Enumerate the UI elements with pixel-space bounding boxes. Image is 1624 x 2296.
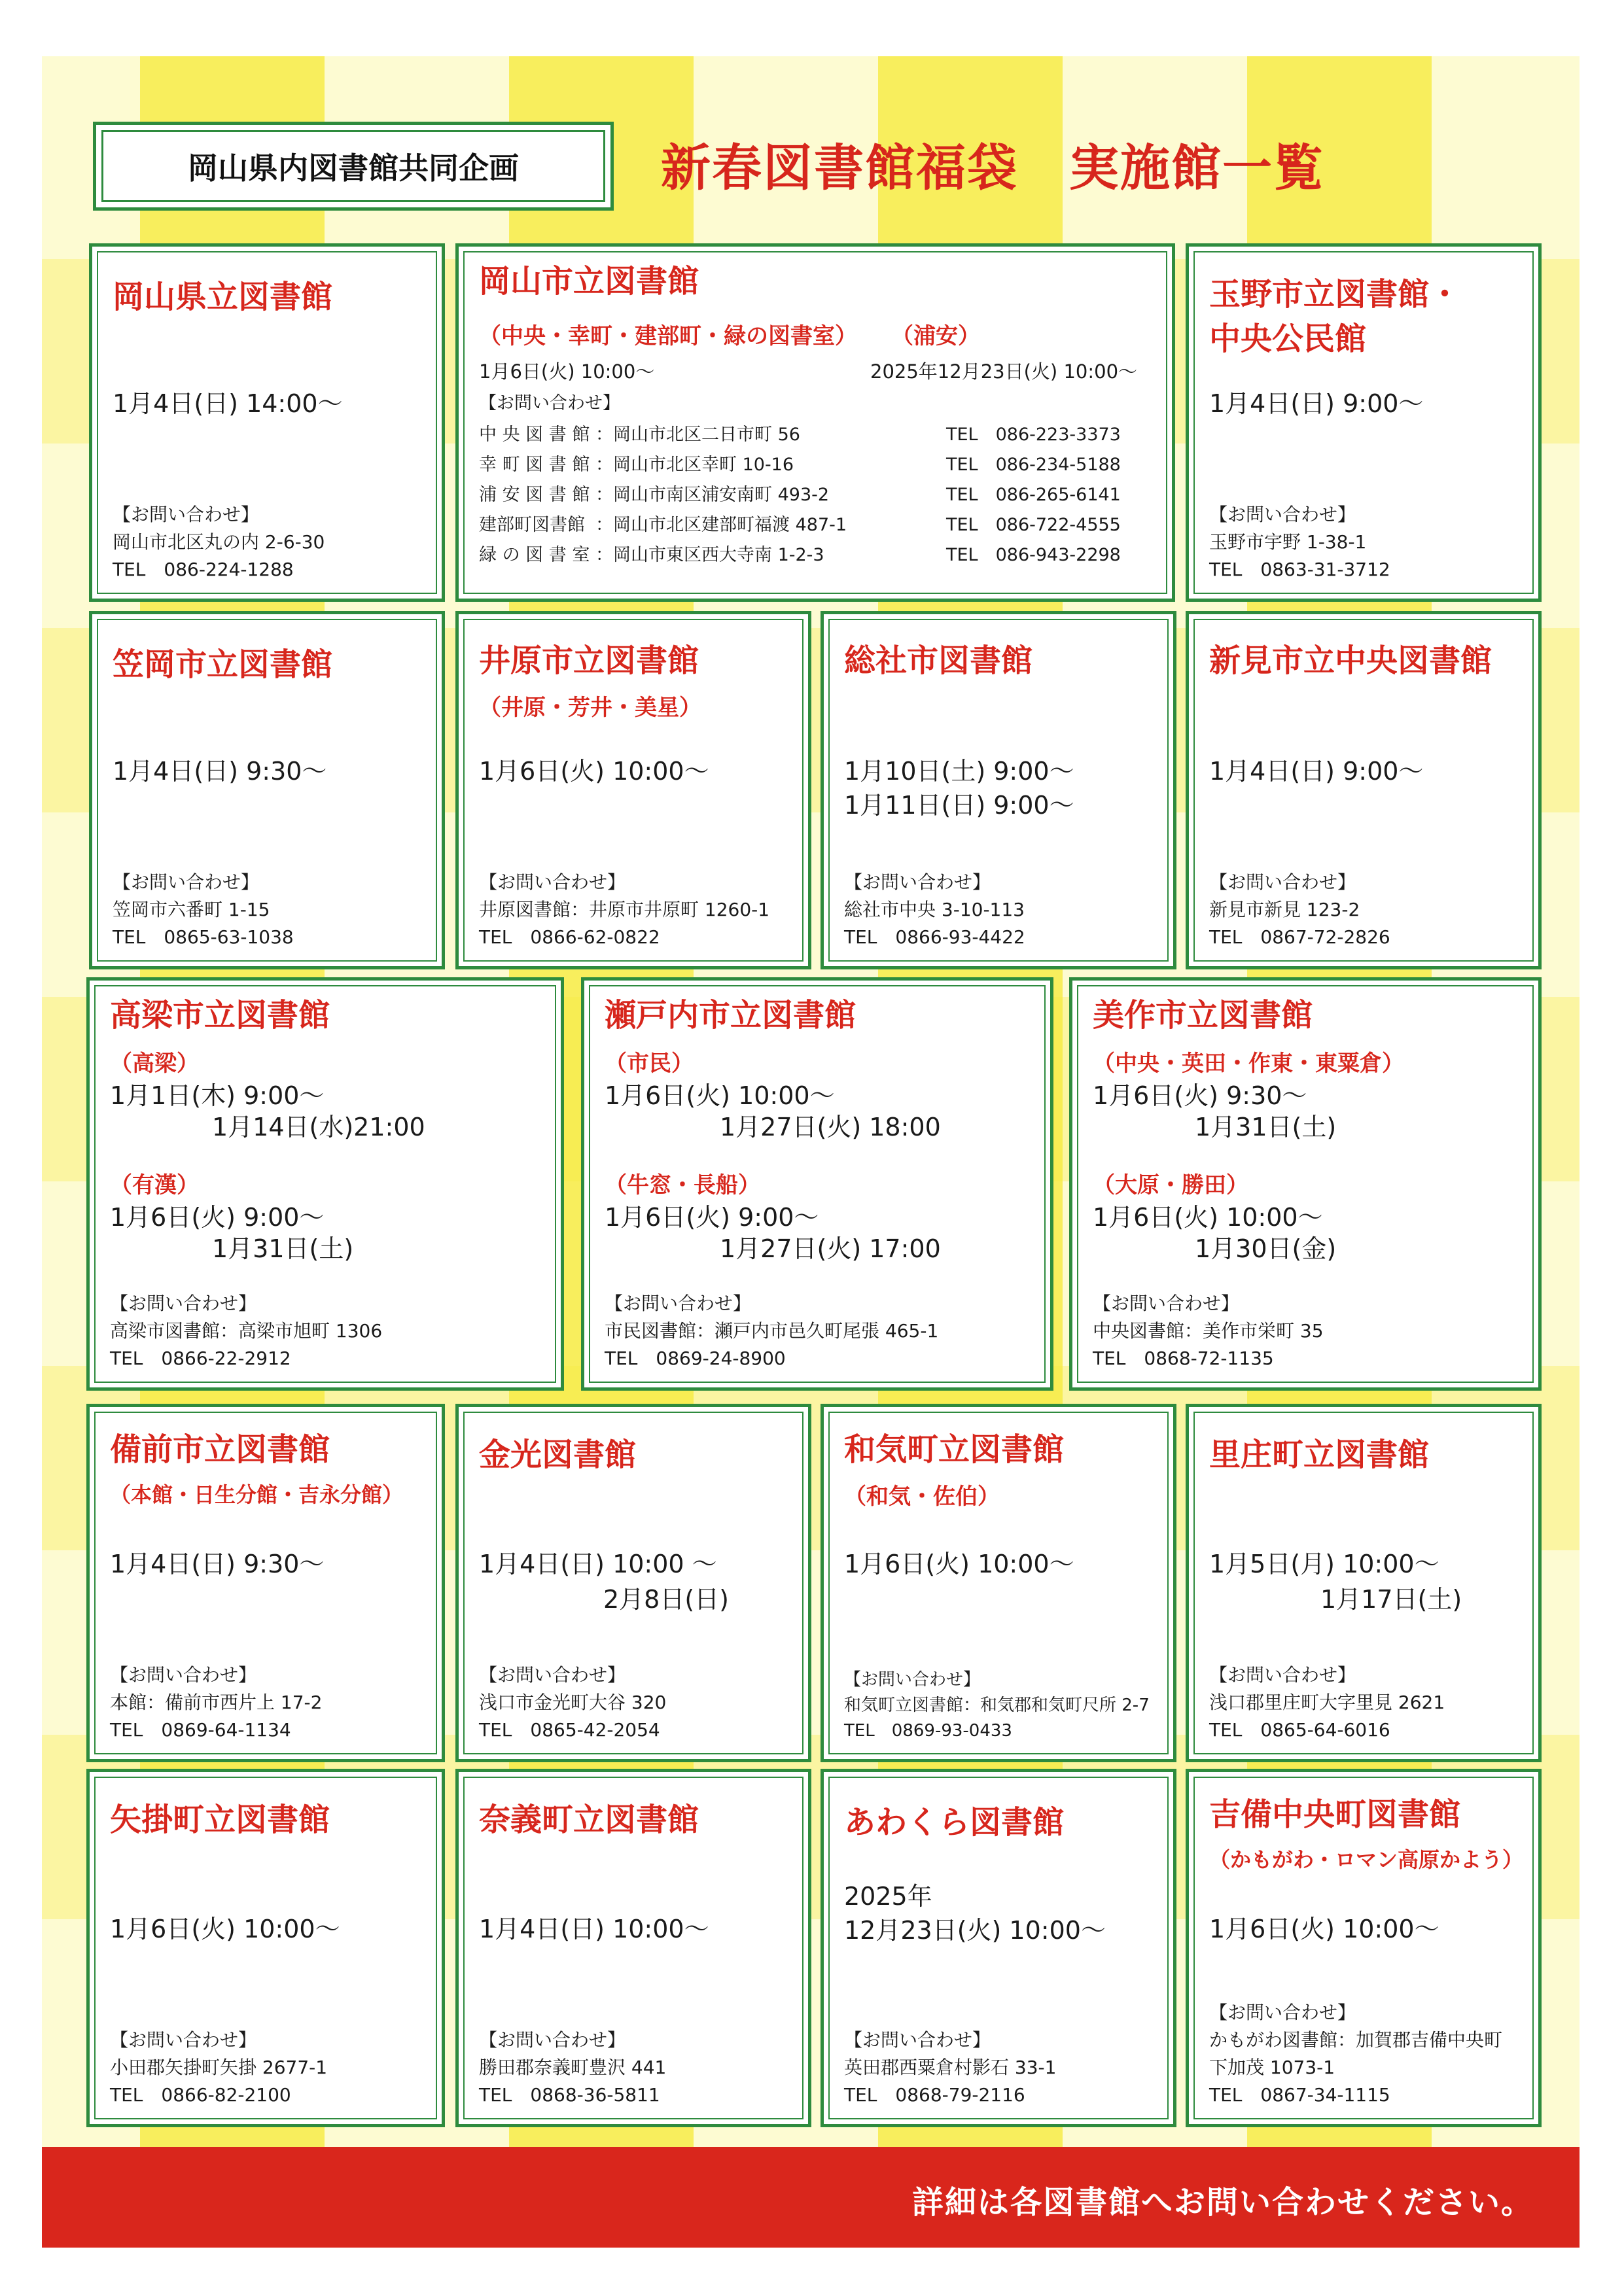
library-card-setouchi [581, 977, 1053, 1391]
contact-info [479, 869, 769, 951]
library-name: 玉野市立図書館・ [1209, 276, 1461, 313]
branch-list: （かもがわ・ロマン高原かよう） [1209, 1847, 1524, 1872]
library-card-tamano [1186, 243, 1542, 602]
contact-info [1209, 869, 1390, 951]
branch-row-address: ：岡山市北区幸町 10-16 [595, 455, 794, 475]
page-title: 新春図書館福袋 実施館一覧 [661, 139, 1324, 197]
contact-tel: TEL 0865-64-6016 [1209, 1719, 1390, 1741]
event-date-urayasu: 2025年12月23日(火) 10:00～ [870, 360, 1138, 383]
branch-row-tel: TEL 086-223-3373 [946, 425, 1121, 445]
library-card-okayama-pref [89, 243, 445, 602]
org-label: 岡山県内図書館共同企画 [101, 130, 605, 202]
contact-info [479, 1661, 666, 1744]
library-name: 金光図書館 [479, 1436, 637, 1473]
library-name: 岡山県立図書館 [113, 279, 333, 315]
event-date: 1月6日(火) 10:00～ [605, 1081, 835, 1110]
library-card-wake [821, 1404, 1176, 1762]
contact-address: 和気町立図書館：和気郡和気町尺所 2-7 [844, 1696, 1150, 1715]
library-name: 岡山市立図書館 [479, 263, 699, 300]
library-name: 和気町立図書館 [844, 1431, 1065, 1468]
contact-label: 【お問い合わせ】 [113, 871, 260, 893]
contact-tel: TEL 0868-72-1135 [1093, 1348, 1274, 1369]
contact-address: 高梁市図書館：高梁市旭町 1306 [110, 1320, 383, 1342]
library-card-mimasaka [1069, 977, 1542, 1391]
event-date: 1月6日(火) 9:30～ [1093, 1081, 1307, 1110]
event-date: 12月23日(火) 10:00～ [844, 1916, 1106, 1945]
contact-label: 【お問い合わせ】 [479, 2029, 626, 2051]
branch-group-2: （牛窓・長船） [605, 1172, 760, 1198]
branch-group: （市民） [605, 1051, 694, 1077]
library-card-yakage [86, 1769, 445, 2127]
contact-address: 小田郡矢掛町矢掛 2677-1 [110, 2057, 328, 2078]
library-name: 吉備中央町図書館 [1209, 1796, 1461, 1833]
contact-info [110, 2026, 327, 2109]
contact-address: 市民図書館：瀬戸内市邑久町尾張 465-1 [605, 1320, 939, 1342]
branch-list: （中央・幸町・建部町・緑の図書室） [479, 323, 857, 349]
contact-tel: TEL 0866-62-0822 [479, 926, 660, 948]
contact-info [110, 1290, 382, 1372]
contact-tel: TEL 0868-36-5811 [479, 2084, 660, 2106]
contact-tel: TEL 0863-31-3712 [1209, 559, 1390, 580]
library-name: 笠岡市立図書館 [113, 646, 333, 683]
contact-label: 【お問い合わせ】 [1209, 1664, 1356, 1686]
contact-address-2: 下加茂 1073-1 [1209, 2057, 1335, 2078]
branch-group-2: （有漢） [110, 1172, 199, 1198]
contact-tel: TEL 0865-63-1038 [113, 926, 294, 948]
event-end-date: 1月17日(土) [1320, 1585, 1462, 1614]
contact-tel: TEL 0867-72-2826 [1209, 926, 1390, 948]
branch-row-address: ：岡山市北区二日市町 56 [595, 425, 800, 445]
contact-info [113, 869, 294, 951]
branch-row-address: ：岡山市東区西大寺南 1-2-3 [595, 545, 824, 565]
contact-info [844, 869, 1025, 951]
contact-tel: TEL 0866-82-2100 [110, 2084, 291, 2106]
contact-label: 【お問い合わせ】 [844, 2029, 991, 2051]
library-name: 新見市立中央図書館 [1209, 642, 1492, 679]
contact-tel: TEL 0869-64-1134 [110, 1719, 291, 1741]
contact-tel: TEL 0869-93-0433 [844, 1721, 1012, 1741]
library-name-line2: 中央公民館 [1209, 321, 1367, 357]
contact-info [1209, 1999, 1502, 2109]
event-end-date-2: 1月27日(火) 17:00 [720, 1234, 941, 1263]
event-date-2: 1月6日(火) 9:00～ [605, 1203, 819, 1232]
library-card-takahashi [86, 977, 564, 1391]
event-date: 1月6日(火) 10:00～ [110, 1915, 340, 1943]
event-date-2: 1月6日(火) 10:00～ [1093, 1203, 1323, 1232]
branch-row-label: 幸 町 図 書 館 [479, 455, 590, 475]
contact-info [605, 1290, 938, 1372]
contact-label: 【お問い合わせ】 [844, 1670, 981, 1690]
contact-address: 笠岡市六番町 1-15 [113, 899, 270, 920]
contact-tel: TEL 086-224-1288 [113, 559, 294, 580]
contact-address: 浅口市金光町大谷 320 [479, 1692, 667, 1713]
contact-label: 【お問い合わせ】 [110, 1293, 257, 1314]
library-name: 奈義町立図書館 [479, 1801, 699, 1838]
event-date: 1月4日(日) 10:00 ～ [479, 1550, 717, 1578]
library-card-satosho [1186, 1404, 1542, 1762]
event-date: 1月1日(木) 9:00～ [110, 1081, 325, 1110]
library-name: 里庄町立図書館 [1209, 1436, 1430, 1473]
event-date: 1月6日(火) 10:00～ [844, 1550, 1074, 1578]
contact-address: 新見市新見 123-2 [1209, 899, 1360, 920]
event-end-date-2: 1月30日(金) [1195, 1234, 1337, 1263]
library-name: 井原市立図書館 [479, 642, 699, 679]
branch-row-address: ：岡山市南区浦安南町 493-2 [595, 485, 830, 505]
library-card-ibara [455, 611, 811, 969]
branch-row-tel: TEL 086-722-4555 [946, 515, 1121, 535]
library-card-niimi [1186, 611, 1542, 969]
contact-label: 【お問い合わせ】 [110, 2029, 257, 2051]
branch-row-tel: TEL 086-234-5188 [946, 455, 1121, 475]
contact-tel: TEL 0868-79-2116 [844, 2084, 1025, 2106]
branch-row-tel: TEL 086-265-6141 [946, 485, 1121, 505]
branch-row-tel: TEL 086-943-2298 [946, 545, 1121, 565]
library-card-awakura [821, 1769, 1176, 2127]
contact-address: 本館：備前市西片上 17-2 [110, 1692, 323, 1713]
branch-list: （和気・佐伯） [844, 1484, 1000, 1510]
event-end-date: 1月31日(土) [1195, 1113, 1337, 1141]
contact-address: 総社市中央 3-10-113 [844, 899, 1025, 920]
event-end-date: 2月8日(日) [603, 1585, 730, 1614]
contact-address: かもがわ図書館：加賀郡吉備中央町 [1209, 2029, 1503, 2051]
library-name: 美作市立図書館 [1093, 997, 1313, 1034]
event-date: 1月6日(火) 10:00～ [1209, 1915, 1439, 1943]
library-name: 高梁市立図書館 [110, 997, 330, 1034]
contact-address: 浅口郡里庄町大字里見 2621 [1209, 1692, 1445, 1713]
event-date: 1月4日(日) 14:00～ [113, 389, 343, 418]
contact-info [110, 1661, 322, 1744]
branch-list: （井原・芳井・美星） [479, 695, 701, 721]
library-card-okayama-city [455, 243, 1175, 602]
event-date: 1月5日(月) 10:00～ [1209, 1550, 1439, 1578]
event-year: 2025年 [844, 1882, 932, 1911]
contact-tel: TEL 0867-34-1115 [1209, 2084, 1390, 2106]
event-end-date-2: 1月31日(土) [212, 1234, 354, 1263]
contact-label: 【お問い合わせ】 [1209, 2002, 1356, 2023]
branch-row-label: 緑 の 図 書 室 [479, 545, 590, 565]
library-card-soja [821, 611, 1176, 969]
branch-list: （本館・日生分館・吉永分館） [110, 1482, 404, 1507]
library-name: あわくら図書館 [844, 1804, 1065, 1841]
library-card-kasaoka [89, 611, 445, 969]
event-date: 1月4日(日) 9:30～ [113, 757, 327, 786]
contact-address: 井原図書館：井原市井原町 1260-1 [479, 899, 770, 920]
event-date-2: 1月6日(火) 9:00～ [110, 1203, 325, 1232]
contact-address: 玉野市宇野 1-38-1 [1209, 531, 1367, 553]
contact-info [1093, 1290, 1324, 1372]
event-end-date: 1月27日(火) 18:00 [720, 1113, 941, 1141]
contact-address: 英田郡西粟倉村影石 33-1 [844, 2057, 1057, 2078]
contact-label: 【お問い合わせ】 [479, 1664, 626, 1686]
contact-info [844, 2026, 1056, 2109]
branch-row-address: ：岡山市北区建部町福渡 487-1 [595, 515, 847, 535]
branch-row-label: 浦 安 図 書 館 [479, 485, 590, 505]
contact-tel: TEL 0865-42-2054 [479, 1719, 660, 1741]
contact-label: 【お問い合わせ】 [113, 504, 260, 525]
contact-label: 【お問い合わせ】 [479, 871, 626, 893]
contact-label: 【お問い合わせ】 [110, 1664, 257, 1686]
event-date: 1月6日(火) 10:00～ [479, 757, 709, 786]
contact-info [1209, 1661, 1445, 1744]
contact-info [479, 2026, 666, 2109]
branch-group-2: （大原・勝田） [1093, 1172, 1248, 1198]
contact-tel: TEL 0866-22-2912 [110, 1348, 291, 1369]
event-date: 1月4日(日) 9:00～ [1209, 757, 1424, 786]
contact-address: 岡山市北区丸の内 2-6-30 [113, 531, 325, 553]
contact-tel: TEL 0869-24-8900 [605, 1348, 786, 1369]
contact-address: 中央図書館：美作市栄町 35 [1093, 1320, 1324, 1342]
event-date-2: 1月11日(日) 9:00～ [844, 791, 1074, 820]
contact-info [1209, 501, 1390, 583]
library-card-bizen [86, 1404, 445, 1762]
branch-list-urayasu: （浦安） [891, 323, 980, 349]
library-name: 瀬戸内市立図書館 [605, 997, 856, 1034]
library-card-nagi [455, 1769, 811, 2127]
library-card-konko [455, 1404, 811, 1762]
footer-note: 詳細は各図書館へお問い合わせください。 [911, 2184, 1534, 2221]
contact-label: 【お問い合わせ】 [605, 1293, 752, 1314]
event-end-date: 1月14日(水)21:00 [212, 1113, 425, 1141]
contact-info [113, 501, 325, 583]
contact-label: 【お問い合わせ】 [1209, 871, 1356, 893]
branch-group: （高梁） [110, 1051, 199, 1077]
contact-info [844, 1667, 1150, 1744]
library-name: 矢掛町立図書館 [110, 1801, 330, 1838]
contact-label: 【お問い合わせ】 [1209, 504, 1356, 525]
event-date: 1月4日(日) 10:00～ [479, 1915, 709, 1943]
event-date: 1月6日(火) 10:00～ [479, 360, 655, 383]
event-date: 1月10日(土) 9:00～ [844, 757, 1074, 786]
contact-tel: TEL 0866-93-4422 [844, 926, 1025, 948]
branch-row-label: 中 央 図 書 館 [479, 425, 590, 445]
org-label-box [93, 122, 614, 211]
branch-group: （中央・英田・作東・東粟倉） [1093, 1051, 1404, 1077]
contact-label: 【お問い合わせ】 [1093, 1293, 1240, 1314]
branch-row-label: 建部町図書館 [479, 515, 585, 535]
event-date: 1月4日(日) 9:00～ [1209, 389, 1424, 418]
event-date: 1月4日(日) 9:30～ [110, 1550, 325, 1578]
contact-label: 【お問い合わせ】 [479, 393, 620, 413]
contact-label: 【お問い合わせ】 [844, 871, 991, 893]
library-name: 総社市図書館 [844, 642, 1033, 679]
library-card-kibichuo [1186, 1769, 1542, 2127]
contact-address: 勝田郡奈義町豊沢 441 [479, 2057, 667, 2078]
library-name: 備前市立図書館 [110, 1431, 330, 1468]
